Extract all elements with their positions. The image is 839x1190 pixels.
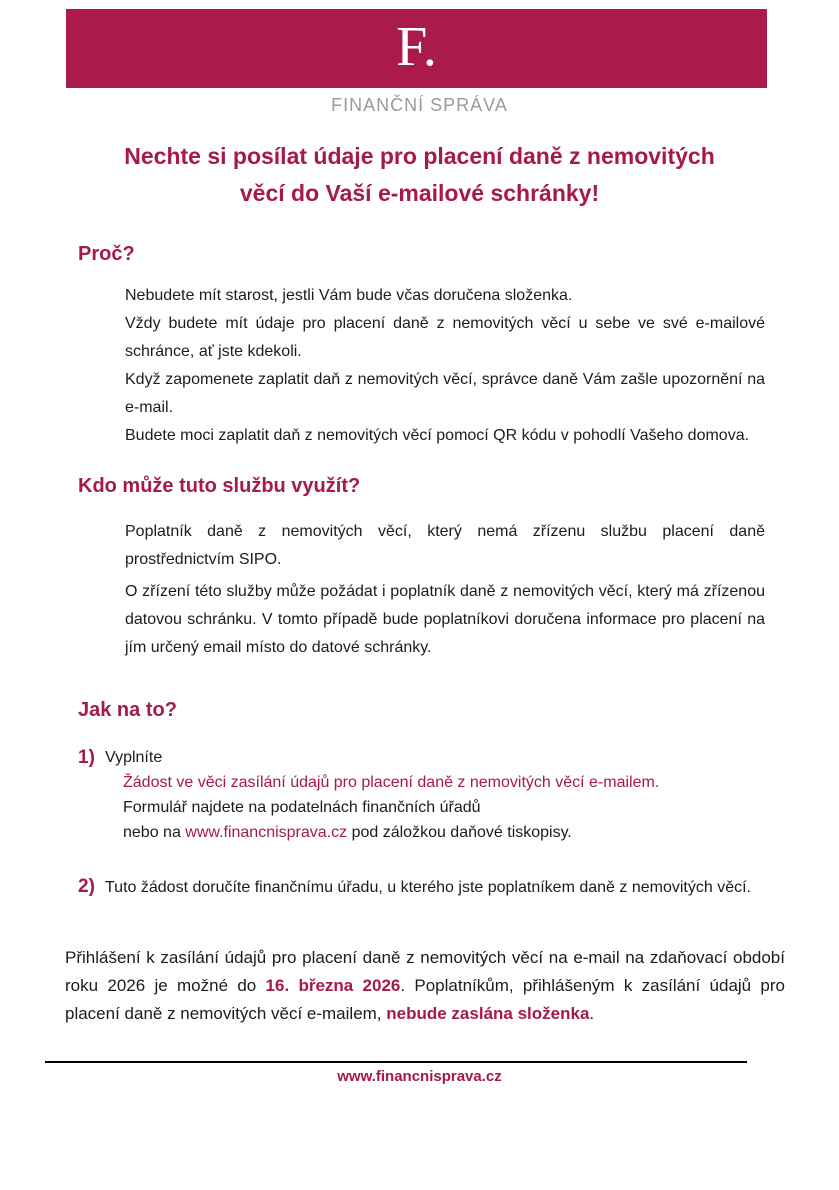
footer-divider-line <box>45 1061 747 1063</box>
section-who-body <box>125 518 765 662</box>
section-why-body <box>125 282 765 450</box>
step-1-line-3-prefix: nebo na <box>123 824 186 841</box>
deadline-date: 16. března 2026 <box>265 976 401 995</box>
who-paragraph-1: Poplatník daně z nemovitých věcí, který nemá zřízenu službu placení daně prostřednictvím SIPO. <box>125 523 765 568</box>
header-banner <box>66 9 767 88</box>
why-paragraph-3: Když zapomenete zaplatit daň z nemovitých věcí, správce daně Vám zašle upozornění na e-mail. <box>125 371 765 416</box>
step-1-intro: Vyplníte <box>105 749 163 766</box>
section-heading-who: Kdo může tuto službu využít? <box>78 475 361 497</box>
step-1-details <box>123 770 765 845</box>
section-heading-why: Proč? <box>78 243 135 265</box>
financnisprava-link[interactable]: www.financnisprava.cz <box>185 824 348 841</box>
who-paragraph-2: O zřízení této služby může požádat i poplatník daně z nemovitých věcí, který má zřízenou datovou schránku. V tomto případě bude poplatníkovi doručena informace pro placení na jím určený email místo do datové schránky. <box>125 583 765 656</box>
financni-sprava-logo: F. <box>396 15 437 78</box>
step-1-form-name: Žádost ve věci zasílání údajů pro placení daně z nemovitých věcí e-mailem. <box>123 774 660 791</box>
why-paragraph-1: Nebudete mít starost, jestli Vám bude včas doručena složenka. <box>125 287 573 304</box>
why-paragraph-4: Budete moci zaplatit daň z nemovitých věcí pomocí QR kódu v pohodlí Vašeho domova. <box>125 427 750 444</box>
step-2-text: Tuto žádost doručíte finančnímu úřadu, u kterého jste poplatníkem daně z nemovitých věcí. <box>105 879 751 896</box>
why-paragraph-2: Vždy budete mít údaje pro placení daně z nemovitých věcí u sebe ve své e-mailové schránce, ať jste kdekoli. <box>125 315 765 360</box>
section-heading-how: Jak na to? <box>78 699 177 721</box>
closing-part-3: . <box>589 1004 595 1023</box>
page-title-line-1: Nechte si posílat údaje pro placení daně z nemovitých <box>124 143 715 169</box>
page-title <box>0 138 839 212</box>
step-1-line-2: Formulář najdete na podatelnách finančních úřadů <box>123 799 481 816</box>
no-slip-highlight: nebude zaslána složenka <box>386 1004 590 1023</box>
step-2-number: 2) <box>78 876 95 897</box>
closing-part-1: Přihlášení k zasílání údajů pro placení daně z nemovitých věcí na e-mail na zdaňovací období roku 2026 je možné do <box>65 948 785 995</box>
step-1-line-3 <box>123 820 765 845</box>
page-title-line-2: věcí do Vaší e-mailové schránky! <box>239 180 600 206</box>
footer-website-link[interactable]: www.financnisprava.cz <box>337 1068 502 1085</box>
org-name: FINANČNÍ SPRÁVA <box>331 95 508 115</box>
step-1 <box>78 746 765 845</box>
closing-part-2: . Poplatníkům, přihlášeným k zasílání údajů pro placení daně z nemovitých věcí e-mailem, <box>65 976 785 1023</box>
step-1-line-3-suffix: pod záložkou daňové tiskopisy. <box>347 824 572 841</box>
step-2 <box>78 875 765 900</box>
step-1-number: 1) <box>78 747 95 768</box>
closing-paragraph <box>65 944 785 1028</box>
